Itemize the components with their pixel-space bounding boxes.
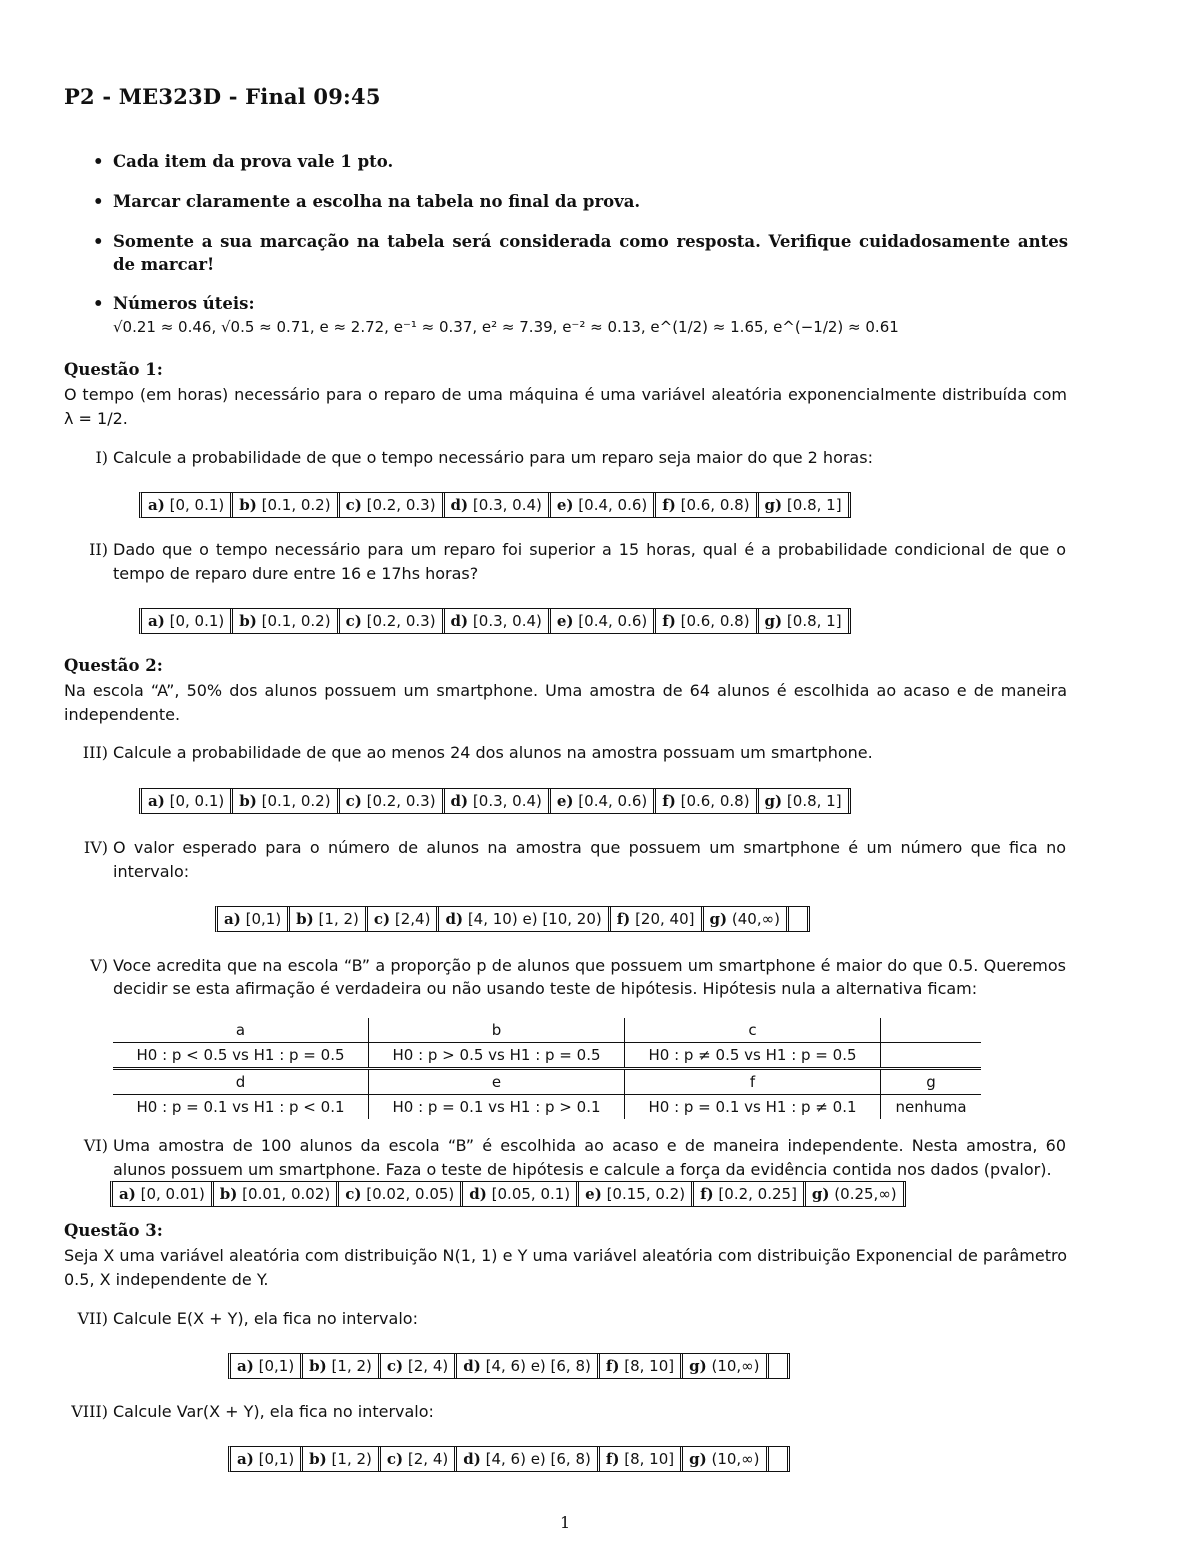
- answer-option: [233, 609, 339, 633]
- answer-option: [445, 789, 551, 813]
- answer-option: [611, 907, 704, 931]
- option-interval: [0.4, 0.6): [578, 612, 648, 630]
- option-interval: [20, 40]: [635, 910, 695, 928]
- option-letter: c): [386, 1357, 404, 1375]
- option-interval: [0.2, 0.3): [366, 792, 436, 810]
- answer-option: [457, 1354, 600, 1378]
- answer-option: [218, 907, 290, 931]
- option-letter: a): [119, 1185, 136, 1203]
- answer-options-viii: [228, 1446, 790, 1472]
- option-interval: [0,1): [258, 1357, 295, 1375]
- option-letter: d): [450, 496, 469, 514]
- item-text: O valor esperado para o número de alunos na amostra que possuem um smartphone é um número que fica no intervalo:: [113, 838, 1066, 881]
- option-interval: [0.2, 0.3): [366, 496, 436, 514]
- answer-option: [759, 789, 851, 813]
- answer-option: [113, 1182, 214, 1206]
- question-2-text: Na escola “A”, 50% dos alunos possuem um smartphone. Uma amostra de 64 alunos é escolhida ao acaso e de maneira independente.: [64, 681, 1067, 724]
- answer-option: [656, 789, 758, 813]
- option-interval: [0.2, 0.3): [366, 612, 436, 630]
- question-2-heading: Questão 2:: [64, 656, 163, 675]
- option-interval: [0.2, 0.25]: [718, 1185, 797, 1203]
- answer-option: [656, 493, 758, 517]
- hyp-label: e: [369, 1069, 625, 1095]
- option-interval: [0.02, 0.05): [366, 1185, 455, 1203]
- option-interval: [0.3, 0.4): [472, 496, 542, 514]
- answer-options-iii: [139, 788, 851, 814]
- option-interval: [0.8, 1]: [786, 496, 842, 514]
- option-interval: [0.4, 0.6): [578, 496, 648, 514]
- answer-option: [381, 1447, 457, 1471]
- answer-option: [290, 907, 368, 931]
- option-letter: b): [239, 792, 257, 810]
- option-letter: b): [309, 1450, 327, 1468]
- option-letter: d): [463, 1450, 481, 1468]
- bullet-dot: •: [93, 294, 104, 313]
- option-letter: a): [148, 496, 165, 514]
- item-text: Calcule E(X + Y), ela fica no intervalo:: [113, 1309, 418, 1328]
- option-letter: a): [237, 1357, 254, 1375]
- option-interval: [4, 6) e) [6, 8): [485, 1450, 591, 1468]
- option-letter: g): [764, 792, 783, 810]
- option-letter: c): [345, 792, 362, 810]
- bullet-text: Números úteis:: [113, 294, 255, 313]
- option-interval: [0,1): [245, 910, 282, 928]
- hyp-option: H0 : p = 0.1 vs H1 : p > 0.1: [369, 1095, 625, 1120]
- option-interval: [1, 2): [331, 1357, 372, 1375]
- answer-option: [600, 1354, 683, 1378]
- answer-option: [340, 609, 445, 633]
- page-title: P2 - ME323D - Final 09:45: [64, 84, 381, 109]
- option-interval: [2,4): [394, 910, 431, 928]
- bullet-text: Marcar claramente a escolha na tabela no final da prova.: [113, 192, 641, 211]
- option-interval: [1, 2): [331, 1450, 372, 1468]
- answer-option: [142, 789, 233, 813]
- option-letter: g): [689, 1450, 707, 1468]
- option-letter: d): [450, 612, 469, 630]
- option-letter: e): [556, 792, 574, 810]
- option-interval: [4, 10) e) [10, 20): [467, 910, 602, 928]
- option-interval: [0.4, 0.6): [578, 792, 648, 810]
- hyp-option: H0 : p = 0.1 vs H1 : p < 0.1: [113, 1095, 369, 1120]
- hyp-label: a: [235, 1021, 246, 1039]
- option-interval: [0.1, 0.2): [261, 612, 331, 630]
- answer-option: [445, 493, 551, 517]
- item-text: Calcule a probabilidade de que ao menos 24 dos alunos na amostra possuam um smartphone.: [113, 743, 873, 762]
- option-interval: [4, 6) e) [6, 8): [485, 1357, 591, 1375]
- option-letter: f): [662, 612, 676, 630]
- option-interval: [0.6, 0.8): [680, 792, 750, 810]
- item-number: II): [89, 540, 108, 559]
- answer-options-vii: [228, 1353, 790, 1379]
- option-letter: e): [585, 1185, 602, 1203]
- question-1-text: O tempo (em horas) necessário para o reparo de uma máquina é uma variável aleatória exponencialmente distribuída com λ = 1/2.: [64, 385, 1067, 428]
- hyp-option: H0 : p > 0.5 vs H1 : p = 0.5: [369, 1043, 625, 1069]
- item-number: VI): [83, 1136, 108, 1155]
- answer-option: [806, 1182, 906, 1206]
- option-letter: c): [345, 1185, 362, 1203]
- hyp-label: b: [369, 1018, 625, 1043]
- answer-option: [579, 1182, 694, 1206]
- hyp-label: [881, 1018, 982, 1043]
- item-text: Voce acredita que na escola “B” a proporção p de alunos que possuem um smartphone é maior do que 0.5. Queremos decidir se esta afirmação é verdadeira ou não usando teste de hipótesis. Hipótesis nula a alternativa ficam:: [113, 956, 1066, 998]
- bullet-dot: •: [93, 232, 104, 251]
- hyp-label: g: [881, 1069, 982, 1095]
- hyp-option: nenhuma: [881, 1095, 982, 1120]
- empty-cell: [769, 1354, 790, 1378]
- hyp-option: H0 : p ≠ 0.5 vs H1 : p = 0.5: [625, 1043, 881, 1069]
- option-interval: [0.6, 0.8): [680, 612, 750, 630]
- option-interval: [0.1, 0.2): [261, 792, 331, 810]
- empty-cell: [769, 1447, 790, 1471]
- option-letter: f): [616, 910, 631, 928]
- item-text: Calcule Var(X + Y), ela fica no intervalo:: [113, 1402, 434, 1421]
- item-text: Calcule a probabilidade de que o tempo necessário para um reparo seja maior do que 2 horas:: [113, 448, 873, 467]
- option-interval: [8, 10]: [624, 1450, 675, 1468]
- answer-option: [463, 1182, 579, 1206]
- answer-option: [231, 1447, 303, 1471]
- answer-options-vi: [110, 1181, 906, 1207]
- hyp-option: H0 : p = 0.1 vs H1 : p ≠ 0.1: [625, 1095, 881, 1120]
- empty-cell: [789, 907, 810, 931]
- option-letter: f): [605, 1357, 620, 1375]
- answer-option: [233, 493, 339, 517]
- answer-option: [439, 907, 610, 931]
- option-interval: (10,∞): [711, 1450, 760, 1468]
- option-letter: g): [689, 1357, 707, 1375]
- option-letter: g): [709, 910, 728, 928]
- answer-option: [214, 1182, 339, 1206]
- option-letter: d): [469, 1185, 487, 1203]
- option-letter: g): [764, 612, 783, 630]
- item-number: V): [90, 956, 108, 975]
- option-interval: [0, 0.1): [169, 612, 225, 630]
- option-letter: c): [386, 1450, 404, 1468]
- question-3-heading: Questão 3:: [64, 1221, 163, 1240]
- option-letter: e): [556, 496, 574, 514]
- item-text: Dado que o tempo necessário para um reparo foi superior a 15 horas, qual é a probabilidade condicional de que o tempo de reparo dure entre 16 e 17hs horas?: [113, 540, 1066, 583]
- option-letter: c): [345, 496, 362, 514]
- answer-option: [551, 493, 656, 517]
- answer-option: [303, 1447, 381, 1471]
- option-letter: a): [148, 792, 165, 810]
- answer-option: [683, 1354, 768, 1378]
- option-interval: [2, 4): [407, 1450, 449, 1468]
- option-letter: f): [662, 496, 676, 514]
- option-letter: c): [345, 612, 362, 630]
- answer-option: [142, 609, 233, 633]
- option-letter: c): [373, 910, 391, 928]
- bullet-dot: •: [93, 152, 104, 171]
- option-interval: [0.15, 0.2): [606, 1185, 686, 1203]
- option-letter: g): [811, 1185, 830, 1203]
- answer-option: [759, 493, 851, 517]
- answer-option: [600, 1447, 683, 1471]
- answer-options-i: [139, 492, 851, 518]
- option-letter: d): [445, 910, 464, 928]
- option-interval: (40,∞): [731, 910, 780, 928]
- answer-option: [551, 609, 656, 633]
- answer-option: [340, 789, 445, 813]
- answer-option: [339, 1182, 463, 1206]
- answer-option: [457, 1447, 600, 1471]
- hyp-label: d: [113, 1069, 369, 1095]
- option-interval: [0,1): [258, 1450, 295, 1468]
- option-letter: f): [700, 1185, 714, 1203]
- answer-option: [704, 907, 789, 931]
- option-letter: g): [764, 496, 783, 514]
- option-interval: [0, 0.01): [140, 1185, 205, 1203]
- option-letter: b): [239, 496, 257, 514]
- answer-option: [303, 1354, 381, 1378]
- option-interval: [0.01, 0.02): [242, 1185, 331, 1203]
- option-interval: [1, 2): [318, 910, 359, 928]
- option-interval: [8, 10]: [624, 1357, 675, 1375]
- answer-option: [340, 493, 445, 517]
- answer-option: [142, 493, 233, 517]
- answer-option: [683, 1447, 768, 1471]
- option-letter: e): [556, 612, 574, 630]
- option-letter: f): [605, 1450, 620, 1468]
- hypothesis-table: [113, 1018, 981, 1119]
- answer-option: [368, 907, 440, 931]
- item-number: III): [82, 743, 108, 762]
- answer-option: [694, 1182, 806, 1206]
- option-letter: a): [148, 612, 165, 630]
- option-letter: d): [463, 1357, 481, 1375]
- answer-option: [551, 789, 656, 813]
- item-number: IV): [83, 838, 108, 857]
- item-number: I): [95, 448, 108, 467]
- item-number: VII): [77, 1309, 108, 1328]
- option-letter: b): [296, 910, 314, 928]
- option-interval: (10,∞): [711, 1357, 760, 1375]
- answer-option: [231, 1354, 303, 1378]
- option-interval: [0, 0.1): [169, 792, 225, 810]
- option-interval: (0.25,∞): [834, 1185, 897, 1203]
- question-3-text: Seja X uma variável aleatória com distribuição N(1, 1) e Y uma variável aleatória com distribuição Exponencial de parâmetro 0.5, X independente de Y.: [64, 1246, 1067, 1289]
- answer-option: [656, 609, 758, 633]
- option-letter: b): [219, 1185, 238, 1203]
- option-interval: [0.3, 0.4): [472, 612, 542, 630]
- hyp-option: H0 : p < 0.5 vs H1 : p = 0.5: [113, 1043, 369, 1069]
- option-letter: d): [450, 792, 469, 810]
- option-letter: b): [309, 1357, 327, 1375]
- option-interval: [0, 0.1): [169, 496, 225, 514]
- useful-numbers-text: √0.21 ≈ 0.46, √0.5 ≈ 0.71, e ≈ 2.72, e⁻¹ ≈ 0.37, e² ≈ 7.39, e⁻² ≈ 0.13, e^(1/2) ≈ 1.65, e^(−1/2) ≈ 0.61: [113, 318, 899, 336]
- answer-option: [445, 609, 551, 633]
- item-text: Uma amostra de 100 alunos da escola “B” é escolhida ao acaso e de maneira independente. Nesta amostra, 60 alunos possuem um smartphone. Faza o teste de hipótesis e calcule a força da evidência contida nos dados (pvalor).: [113, 1136, 1066, 1179]
- option-interval: [0.6, 0.8): [680, 496, 750, 514]
- answer-options-iv: [215, 906, 810, 932]
- option-interval: [0.8, 1]: [786, 792, 842, 810]
- answer-options-ii: [139, 608, 851, 634]
- option-interval: [0.3, 0.4): [472, 792, 542, 810]
- option-letter: a): [237, 1450, 254, 1468]
- answer-option: [381, 1354, 457, 1378]
- option-interval: [0.8, 1]: [786, 612, 842, 630]
- page-number: 1: [560, 1513, 571, 1532]
- bullet-dot: •: [93, 192, 104, 211]
- option-letter: b): [239, 612, 257, 630]
- option-interval: [0.1, 0.2): [261, 496, 331, 514]
- hyp-label: f: [625, 1069, 881, 1095]
- answer-option: [759, 609, 851, 633]
- option-letter: f): [662, 792, 676, 810]
- item-number: VIII): [71, 1402, 108, 1421]
- bullet-text: Cada item da prova vale 1 pto.: [113, 152, 394, 171]
- answer-option: [233, 789, 339, 813]
- hyp-option: [881, 1043, 982, 1069]
- bullet-text: Somente a sua marcação na tabela será considerada como resposta. Verifique cuidadosamente antes de marcar!: [113, 232, 1068, 274]
- hyp-label: c: [625, 1018, 881, 1043]
- option-interval: [2, 4): [407, 1357, 449, 1375]
- option-interval: [0.05, 0.1): [491, 1185, 571, 1203]
- option-letter: a): [224, 910, 241, 928]
- question-1-heading: Questão 1:: [64, 360, 163, 379]
